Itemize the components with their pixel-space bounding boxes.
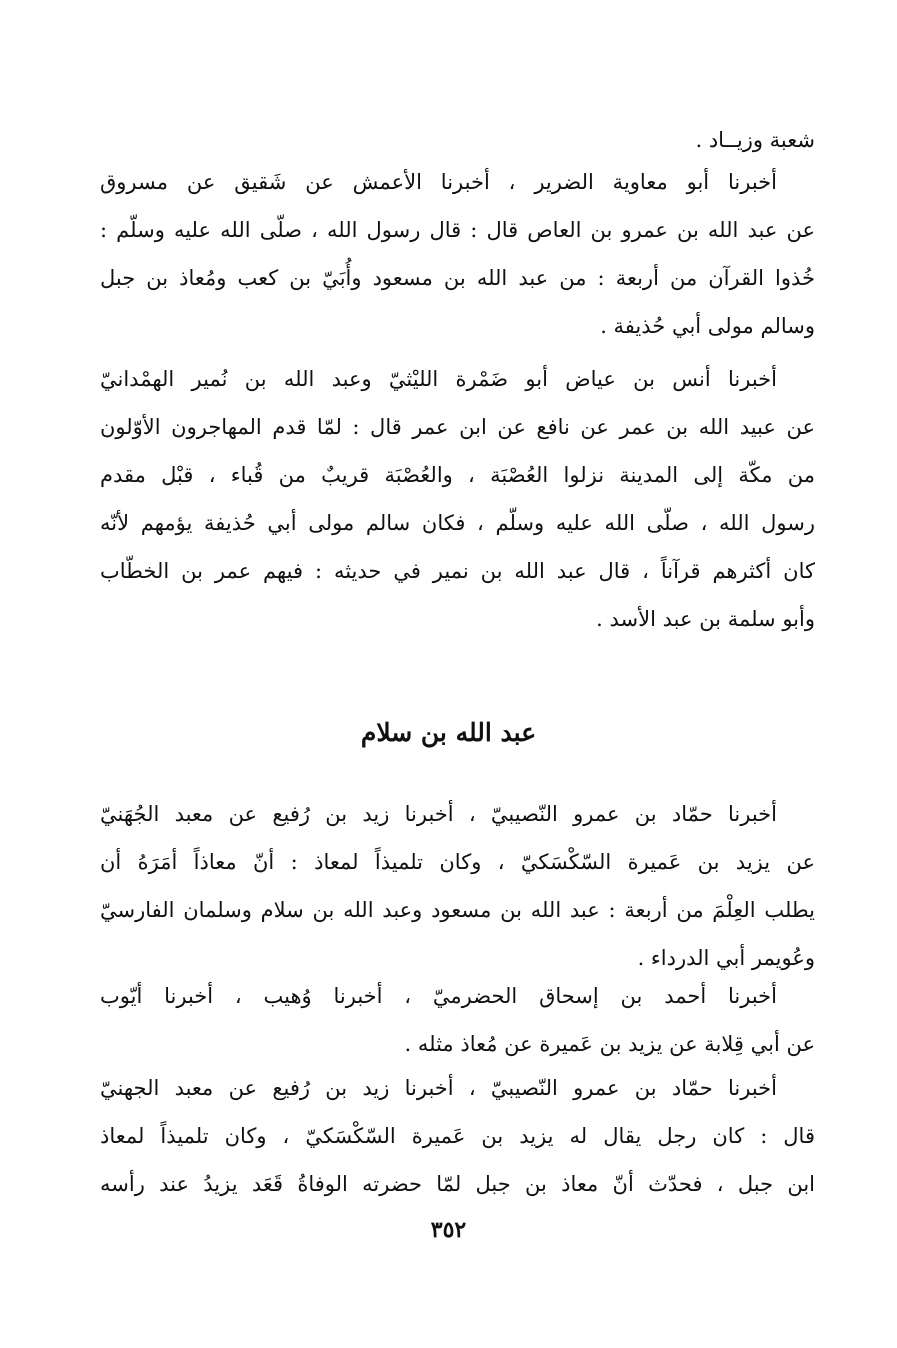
text-line: خُذوا القرآن من أربعة : من عبد الله بن مسعود وأُبَيّ بن كعب ومُعاذ بن جبل [100,266,815,290]
paragraph-hadith-1 [100,158,815,350]
text-line: وأبو سلمة بن عبد الأسد . [596,607,815,631]
text-line: كان أكثرهم قرآناً ، قال عبد الله بن نمير في حديثه : فيهم عمر بن الخطّاب [100,559,815,583]
text-line: عن أبي قِلابة عن يزيد بن عَميرة عن مُعاذ مثله . [404,1032,815,1056]
paragraph-hadith-3 [100,790,815,982]
text-line: أخبرنا حمّاد بن عمرو النّصيبيّ ، أخبرنا زيد بن رُفيع عن معبد الجُهَنيّ [100,802,777,826]
text-line: من مكّة إلى المدينة نزلوا العُصْبَة ، والعُصْبَة قريبٌ من قُباء ، قبْل مقدم [100,463,815,487]
paragraph-hadith-5 [100,1064,815,1208]
text-line: ابن جبل ، فحدّث أنّ معاذ بن جبل لمّا حضرته الوفاةُ قَعَد يزيدُ عند رأسه [100,1172,815,1196]
section-heading: عبد الله بن سلام [360,718,537,747]
paragraph-continuation [100,116,815,164]
text-line: عن عبد الله بن عمرو بن العاص قال : قال رسول الله ، صلّى الله عليه وسلّم : [100,218,815,242]
text-line: أخبرنا أحمد بن إسحاق الحضرميّ ، أخبرنا وُهيب ، أخبرنا أيّوب [100,984,777,1008]
text-line: أخبرنا أنس بن عياض أبو ضَمْرة الليْثيّ وعبد الله بن نُمير الهمْدانيّ [100,367,777,391]
text-line: عن يزيد بن عَميرة السّكْسَكيّ ، وكان تلميذاً لمعاذ : أنّ معاذاً أمَرَهُ أن [100,850,815,874]
text-line: رسول الله ، صلّى الله عليه وسلّم ، فكان سالم مولى أبي حُذيفة يؤمهم لأنّه [100,511,815,535]
text-line: قال : كان رجل يقال له يزيد بن عَميرة السّكْسَكيّ ، وكان تلميذاً لمعاذ [100,1124,815,1148]
text-line: يطلب العِلْمَ من أربعة : عبد الله بن مسعود وعبد الله بن سلام وسلمان الفارسيّ [100,898,815,922]
text-line: أخبرنا حمّاد بن عمرو النّصيبيّ ، أخبرنا زيد بن رُفيع عن معبد الجهنيّ [100,1076,777,1100]
text-line: وعُويمر أبي الدرداء . [637,946,815,970]
text-line: عن عبيد الله بن عمر عن نافع عن ابن عمر قال : لمّا قدم المهاجرون الأوّلون [100,415,815,439]
text-line: شعبة وزيــاد . [695,128,815,152]
text-line: أخبرنا أبو معاوية الضرير ، أخبرنا الأعمش عن شَقيق عن مسروق [100,170,777,194]
text-line: وسالم مولى أبي حُذيفة . [600,314,815,338]
paragraph-hadith-4 [100,972,815,1068]
paragraph-hadith-2 [100,355,815,643]
page-number: ٣٥٢ [430,1217,467,1243]
